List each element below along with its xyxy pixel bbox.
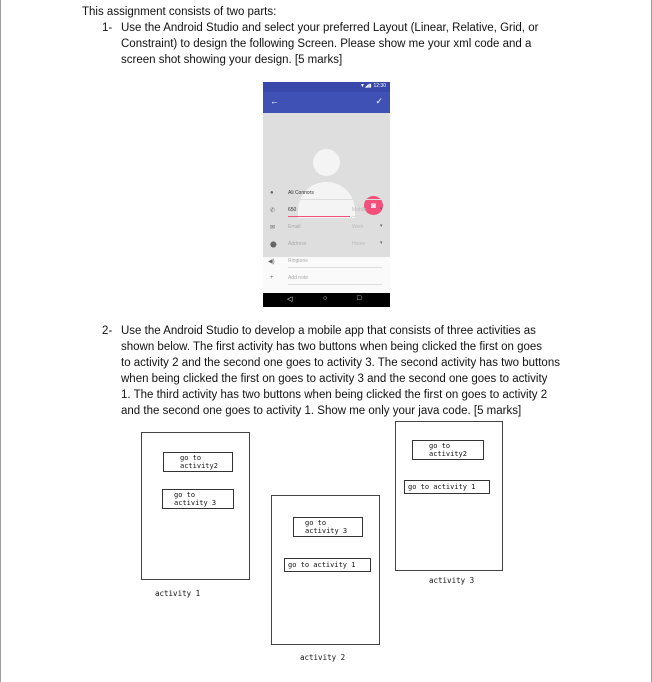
chevron-down-icon: ▾	[380, 223, 383, 229]
person-icon: ●	[270, 190, 274, 196]
part2-line-3: to activity 2 and the second one goes to activity 3. The second activity has two buttons	[121, 357, 560, 369]
contact-row-ringtone[interactable]	[263, 254, 390, 270]
note-field: Add note	[288, 275, 309, 281]
part1-line-2: Constraint) to design the following Screen. Please show me your xml code and a	[121, 38, 532, 50]
contact-row-email[interactable]	[263, 220, 390, 236]
part2-line-6: and the second one goes to activity 1. Show me only your java code. [5 marks]	[121, 405, 522, 417]
activity1-goto-activity2-button[interactable]: go to activity2	[163, 452, 233, 472]
phone-icon: ✆	[270, 208, 276, 214]
contact-row-phone[interactable]	[263, 203, 390, 219]
activity2-caption: activity 2	[300, 653, 346, 662]
status-bar	[263, 82, 390, 92]
part2-line-1: Use the Android Studio to develop a mobile app that consists of three activities as	[121, 325, 536, 337]
ringtone-field: Ringtone	[288, 258, 309, 264]
phone-type: Mobile	[352, 207, 367, 213]
nav-bar	[263, 293, 390, 307]
chevron-down-icon: ▾	[380, 240, 383, 246]
part2-number: 2-	[102, 325, 113, 337]
chevron-down-icon: ▾	[380, 206, 383, 212]
speaker-icon: ◀)	[268, 259, 275, 265]
part1-line-1: Use the Android Studio and select your preferred Layout (Linear, Relative, Grid, or	[121, 22, 539, 34]
activity2-goto-activity1-button[interactable]: go to activity 1	[284, 558, 371, 572]
address-type: Home	[352, 241, 366, 247]
intro-text: This assignment consists of two parts:	[82, 6, 277, 18]
address-field: Address	[288, 241, 307, 247]
contact-row-address[interactable]	[263, 237, 390, 253]
activity1-caption: activity 1	[155, 589, 201, 598]
contact-row-note[interactable]	[263, 271, 390, 287]
email-field: Email	[288, 224, 301, 230]
phone-screenshot	[263, 82, 390, 307]
activity3-goto-activity2-button[interactable]: go to activity2	[412, 440, 484, 460]
activity1-goto-activity3-button[interactable]: go to activity 3	[162, 489, 234, 509]
email-type: Work	[352, 224, 364, 230]
status-time: ▼◢▮ 12:30	[359, 83, 386, 89]
left-page-border	[0, 0, 1, 682]
camera-fab-icon[interactable]: ◙	[364, 196, 383, 215]
check-icon[interactable]: ✓	[375, 96, 383, 106]
activity2-goto-activity3-button[interactable]: go to activity 3	[293, 517, 363, 537]
add-icon: +	[270, 275, 274, 281]
activity3-goto-activity1-button[interactable]: go to activity 1	[404, 480, 490, 494]
avatar-head	[313, 149, 340, 176]
nav-recent-icon[interactable]: □	[357, 295, 362, 302]
part2-line-2: shown below. The first activity has two buttons when being clicked the first on goes	[121, 341, 543, 353]
app-bar	[263, 92, 390, 113]
name-field: Ali Connors	[288, 190, 314, 196]
activity3-caption: activity 3	[429, 576, 475, 585]
location-icon: ⬤	[270, 242, 277, 248]
contact-row-name[interactable]	[263, 186, 390, 202]
back-arrow-icon[interactable]: ←	[270, 96, 279, 106]
email-icon: ✉	[270, 225, 276, 231]
part2-line-5: 1. The third activity has two buttons when being clicked the first on goes to activity 2	[121, 389, 548, 401]
status-icons: ▼◢▮	[359, 83, 372, 89]
part1-number: 1-	[102, 22, 113, 34]
nav-back-icon[interactable]: ◁	[287, 296, 293, 303]
nav-home-icon[interactable]: ○	[323, 295, 328, 302]
part2-line-4: when being clicked the first on goes to activity 3 and the second one goes to activity	[121, 373, 548, 385]
phone-field: 650	[288, 207, 297, 213]
part1-line-3: screen shot showing your design. [5 marks]	[121, 54, 343, 66]
